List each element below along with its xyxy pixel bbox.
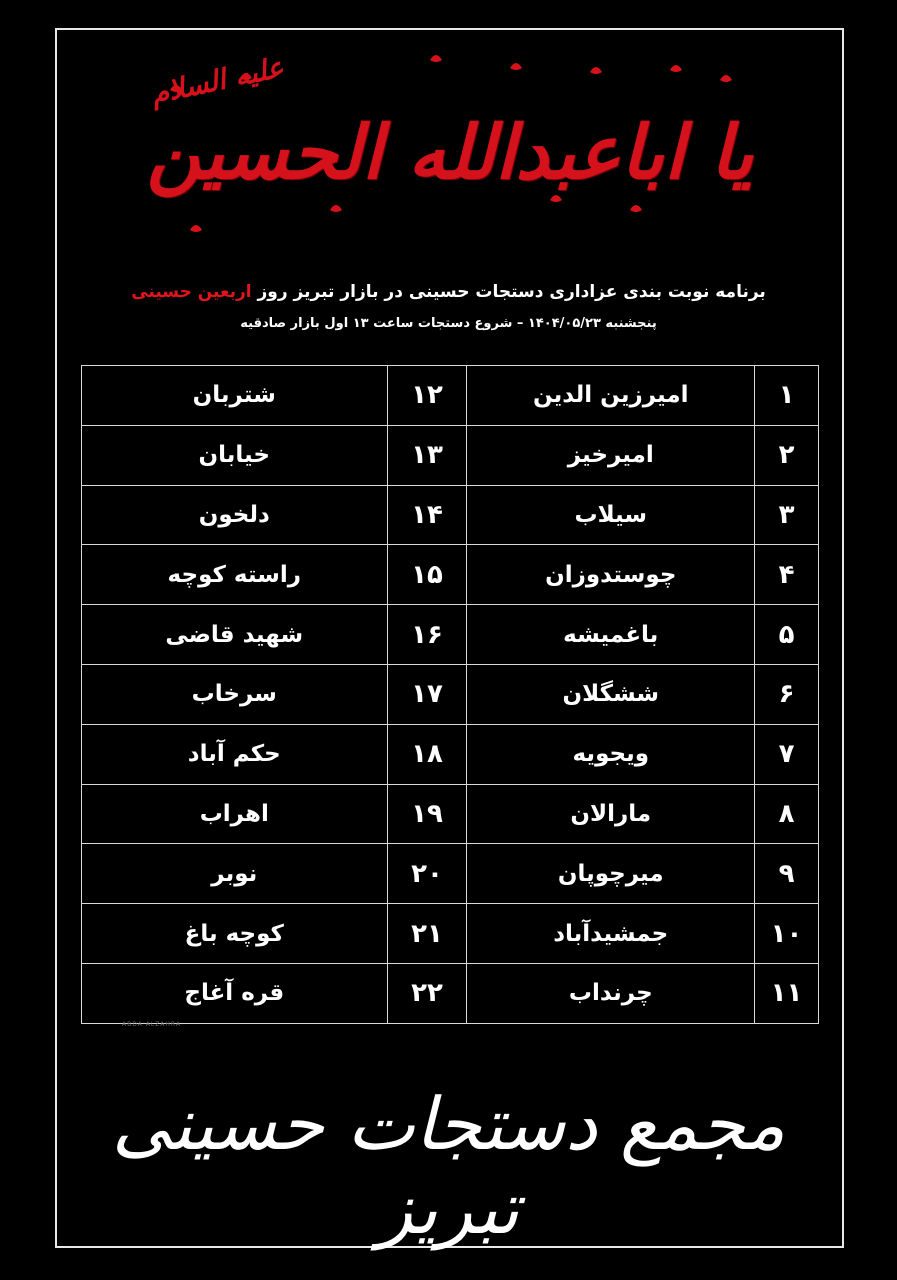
table-row	[82, 425, 819, 485]
row-number-cell: ۳	[755, 485, 819, 545]
row-number-cell: ۱۱	[755, 963, 819, 1023]
row-name-cell: نوبر	[82, 844, 388, 904]
row-name-cell: راسته کوچه	[82, 545, 388, 605]
row-name-cell: دلخون	[82, 485, 388, 545]
schedule-table-body	[82, 366, 819, 1024]
row-number-cell: ۹	[755, 844, 819, 904]
program-title-highlight: اربعین حسینی	[131, 282, 252, 302]
row-number-cell: ۱۸	[387, 724, 467, 784]
row-name-cell: جمشیدآباد	[467, 904, 755, 964]
table-row	[82, 366, 819, 426]
table-row	[82, 605, 819, 665]
row-name-cell: امیرخیز	[467, 425, 755, 485]
row-number-cell: ۲	[755, 425, 819, 485]
table-row	[82, 844, 819, 904]
row-name-cell: میرچوپان	[467, 844, 755, 904]
table-row	[82, 485, 819, 545]
row-number-cell: ۱۳	[387, 425, 467, 485]
row-name-cell: چوستدوزان	[467, 545, 755, 605]
table-row	[82, 784, 819, 844]
program-title-text: برنامه نوبت بندی عزاداری دستجات حسینی در بازار تبریز روز	[257, 282, 766, 302]
row-name-cell: باغمیشه	[467, 605, 755, 665]
row-name-cell: ویجویه	[467, 724, 755, 784]
row-number-cell: ۲۲	[387, 963, 467, 1023]
row-name-cell: شهید قاضی	[82, 605, 388, 665]
row-name-cell: چرنداب	[467, 963, 755, 1023]
table-row	[82, 664, 819, 724]
row-number-cell: ۷	[755, 724, 819, 784]
row-name-cell: حکم آباد	[82, 724, 388, 784]
row-number-cell: ۱۰	[755, 904, 819, 964]
schedule-table	[81, 365, 819, 1024]
watermark: ABDA ALZAHRA	[122, 1021, 181, 1028]
row-number-cell: ۱۲	[387, 366, 467, 426]
row-number-cell: ۲۰	[387, 844, 467, 904]
program-title	[70, 282, 827, 302]
table-row	[82, 904, 819, 964]
table-row	[82, 724, 819, 784]
row-name-cell: شتربان	[82, 366, 388, 426]
row-name-cell: کوچه باغ	[82, 904, 388, 964]
row-name-cell: ششگلان	[467, 664, 755, 724]
row-name-cell: اهراب	[82, 784, 388, 844]
row-number-cell: ۱۷	[387, 664, 467, 724]
row-name-cell: خیابان	[82, 425, 388, 485]
row-number-cell: ۱	[755, 366, 819, 426]
row-name-cell: سرخاب	[82, 664, 388, 724]
row-number-cell: ۱۶	[387, 605, 467, 665]
calligraphy-subtitle: علیه السلام	[148, 50, 287, 111]
row-name-cell: مارالان	[467, 784, 755, 844]
row-number-cell: ۵	[755, 605, 819, 665]
row-name-cell: قره آغاج	[82, 963, 388, 1023]
header-calligraphy	[130, 50, 770, 260]
row-number-cell: ۶	[755, 664, 819, 724]
table-row	[82, 545, 819, 605]
row-number-cell: ۲۱	[387, 904, 467, 964]
row-number-cell: ۱۴	[387, 485, 467, 545]
row-name-cell: سیلاب	[467, 485, 755, 545]
row-number-cell: ۸	[755, 784, 819, 844]
table-row	[82, 963, 819, 1023]
program-subtitle: پنجشنبه ۱۴۰۴/۰۵/۲۳ – شروع دستجات ساعت ۱۳ اول بازار صادقیه	[240, 316, 657, 331]
row-number-cell: ۱۵	[387, 545, 467, 605]
row-number-cell: ۱۹	[387, 784, 467, 844]
footer-signature: مجمع دستجات حسینی تبریز	[111, 1082, 786, 1250]
row-name-cell: امیرزین الدین	[467, 366, 755, 426]
row-number-cell: ۴	[755, 545, 819, 605]
calligraphy-title: یا اباعبدالله الحسین	[146, 110, 754, 196]
